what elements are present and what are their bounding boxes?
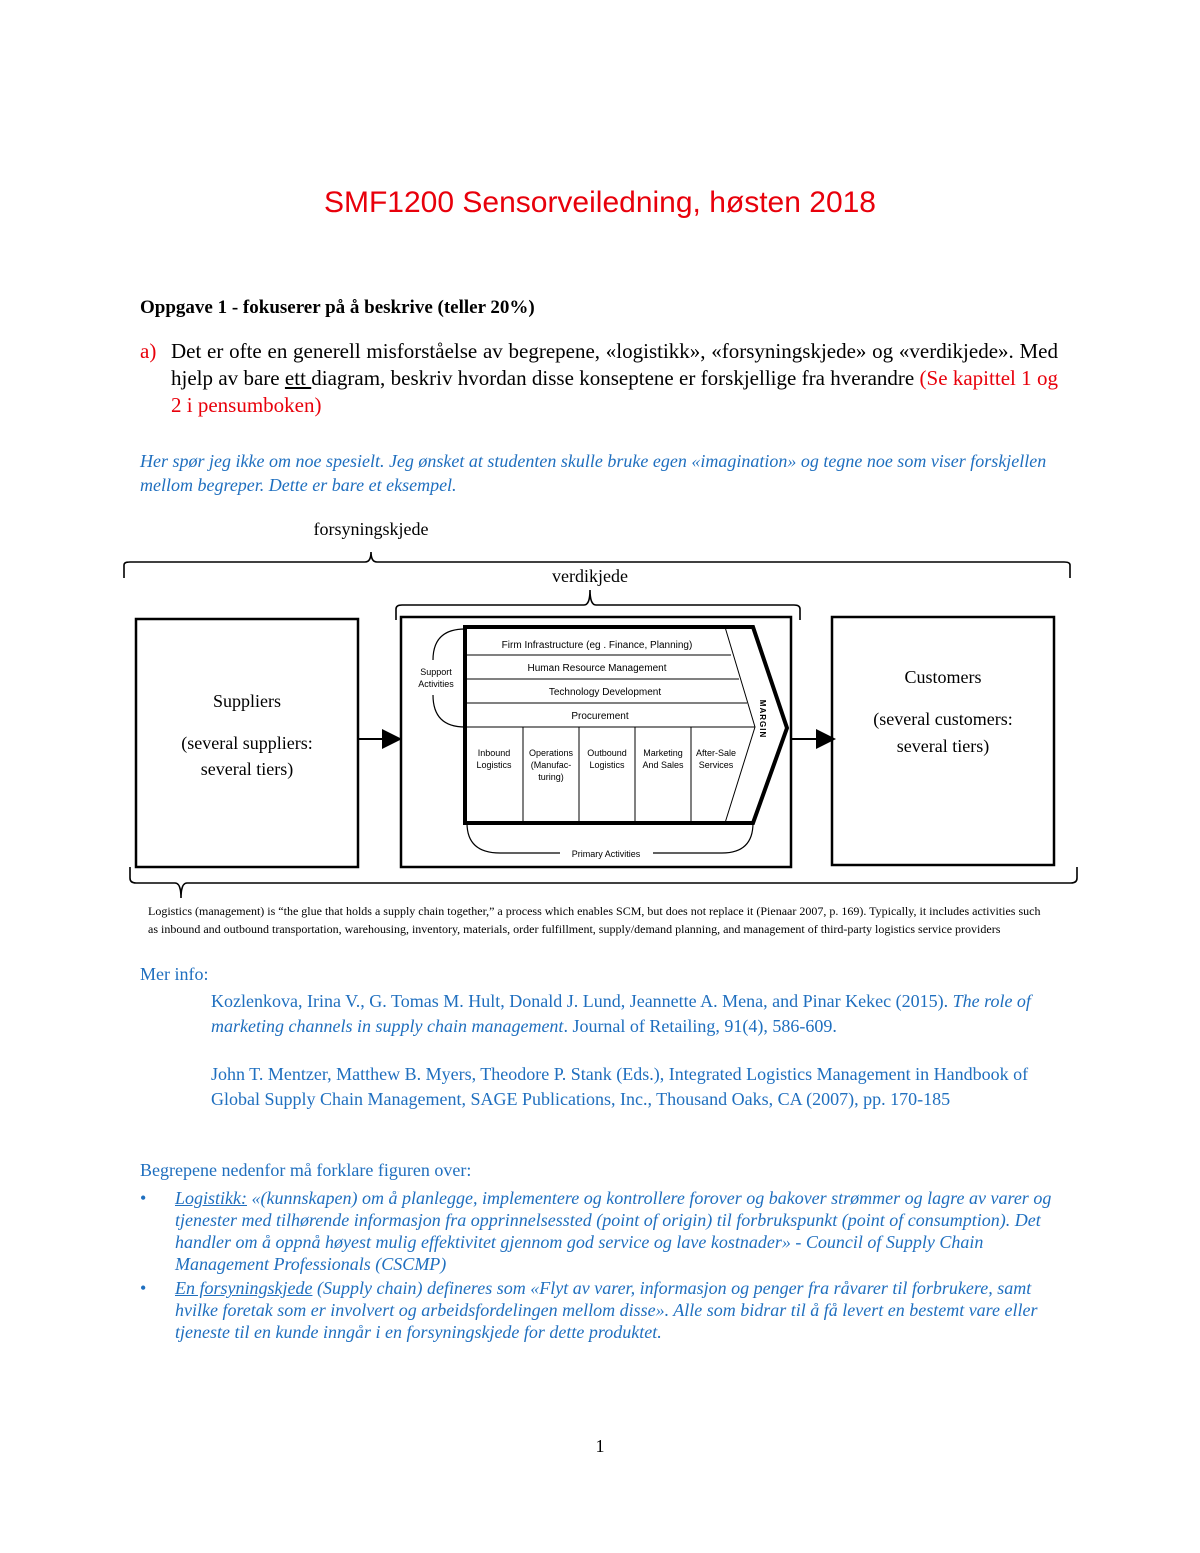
question-text-part2: diagram, beskriv hvordan disse konseptene er forskjellige fra hverandre (311, 366, 920, 390)
primary-col-1-line1: Inbound (477, 748, 511, 758)
support-row-procurement: Procurement (571, 711, 629, 722)
reference-2: John T. Mentzer, Matthew B. Myers, Theodore P. Stank (Eds.), Integrated Logistics Management in Handbook of Global Supply Chain Management, SAGE Publications, Inc., Thousand Oaks, CA (2007), pp. 170-185 (211, 1064, 1029, 1109)
primary-col-5-line1: After-Sale (695, 748, 737, 758)
bullet-marker: • (140, 1278, 147, 1298)
bullet-text: (Supply chain) defineres som «Flyt av varer, informasjon og penger fra råvarer til forbrukere, samt hvilke foretak som er involvert og arbeidsfordelingen mellom disse». Alle som bidrar til å få levert en bestemt vare eller tjeneste til en kunde inngår i en forsyningskjede for dette produktet. (175, 1278, 1038, 1342)
primary-col-1-line2: Logistics (476, 760, 512, 770)
primary-col-2-line3: turing) (538, 772, 564, 782)
concepts-intro: Begrepene nedenfor må forklare figuren over: (140, 1160, 472, 1180)
support-activities-bracket (433, 629, 465, 727)
primary-col-2-line1: Operations (528, 748, 574, 758)
primary-col-4-line2: And Sales (642, 760, 684, 770)
more-info-label: Mer info: (140, 964, 209, 984)
suppliers-line1: (several suppliers: (181, 733, 313, 753)
reference-1-title: The role of marketing channels in supply chain management (211, 991, 1031, 1036)
value-chain-brace (396, 590, 800, 620)
question-underlined-word: ett (284, 366, 312, 390)
page-number: 1 (595, 1436, 605, 1456)
bullet-term: En forsyningskjede (175, 1278, 313, 1298)
customers-title: Customers (904, 667, 982, 687)
bullet-logistikk (140, 1187, 1065, 1275)
page-title: SMF1200 Sensorveiledning, høsten 2018 (323, 186, 876, 219)
bullet-text: «(kunnskapen) om å planlegge, implementere og kontrollere forover og bakover strømmer og lagre av varer og tjenester med tilhørende informasjon fra opprinnelsessted (point of origin) til forbrukspunkt (point of consumption). Det handler om å oppnå høyest mulig effektivitet gjennom god service og lave kostnader» - Council of Supply Chain Management Professionals (CSCMP) (175, 1188, 1052, 1274)
question-label: a) (140, 339, 157, 363)
logistics-brace (130, 867, 1077, 898)
primary-activities-label: Primary Activities (571, 849, 641, 859)
supply-chain-label: forsyningskjede (313, 519, 429, 539)
reference-1 (211, 989, 1061, 1039)
primary-col-3-line1: Outbound (587, 748, 627, 758)
suppliers-line2: several tiers) (200, 759, 294, 779)
task-heading: Oppgave 1 - fokuserer på å beskrive (teller 20%) (140, 297, 535, 318)
support-row-firm-infrastructure: Firm Infrastructure (eg . Finance, Planning) (501, 640, 693, 651)
bullet-marker: • (140, 1188, 147, 1208)
question-hint: (Se kapittel 1 og 2 i pensumboken) (171, 366, 1058, 417)
suppliers-title: Suppliers (212, 691, 282, 711)
examiner-note: Her spør jeg ikke om noe spesielt. Jeg ønsket at studenten skulle bruke egen «imagination» og tegne noe som viser forskjellen mellom begreper. Dette er bare et eksempel. (140, 451, 1047, 495)
question-text-part1: Det er ofte en generell misforståelse av begrepene, «logistikk», «forsyningskjede» og «verdikjede». Med hjelp av bare (171, 339, 1058, 390)
margin-label: MARGIN (758, 699, 767, 739)
support-row-hrm: Human Resource Management (527, 663, 667, 674)
primary-col-3-line2: Logistics (589, 760, 625, 770)
support-activities-label-2: Activities (418, 679, 454, 689)
reference-1-authors: Kozlenkova, Irina V., G. Tomas M. Hult, Donald J. Lund, Jeannette A. Mena, and Pinar Kekec (2015). (211, 991, 953, 1011)
bullet-forsyningskjede (140, 1277, 1065, 1343)
primary-col-2-line2: (Manufac- (530, 760, 572, 770)
logistics-definition: Logistics (management) is “the glue that holds a supply chain together,” a process which enables SCM, but does not replace it (Pienaar 2007, p. 169). Typically, it includes activities such as inbound and outbound transportation, warehousing, inventory, materials, order fulfillment, supply/demand planning, and management of third-party logistics service providers (148, 904, 1041, 936)
bullet-term: Logistikk: (175, 1188, 247, 1208)
reference-1-rest: . Journal of Retailing, 91(4), 586-609. (563, 1016, 837, 1036)
primary-col-5-line2: Services (698, 760, 734, 770)
customers-line1: (several customers: (873, 709, 1013, 729)
primary-col-4-line1: Marketing (643, 748, 683, 758)
customers-line2: several tiers) (896, 736, 990, 756)
porter-value-chain-shape (465, 627, 787, 823)
value-chain-label: verdikjede (552, 566, 628, 586)
support-row-technology: Technology Development (548, 687, 662, 698)
support-activities-label-1: Support (420, 667, 452, 677)
